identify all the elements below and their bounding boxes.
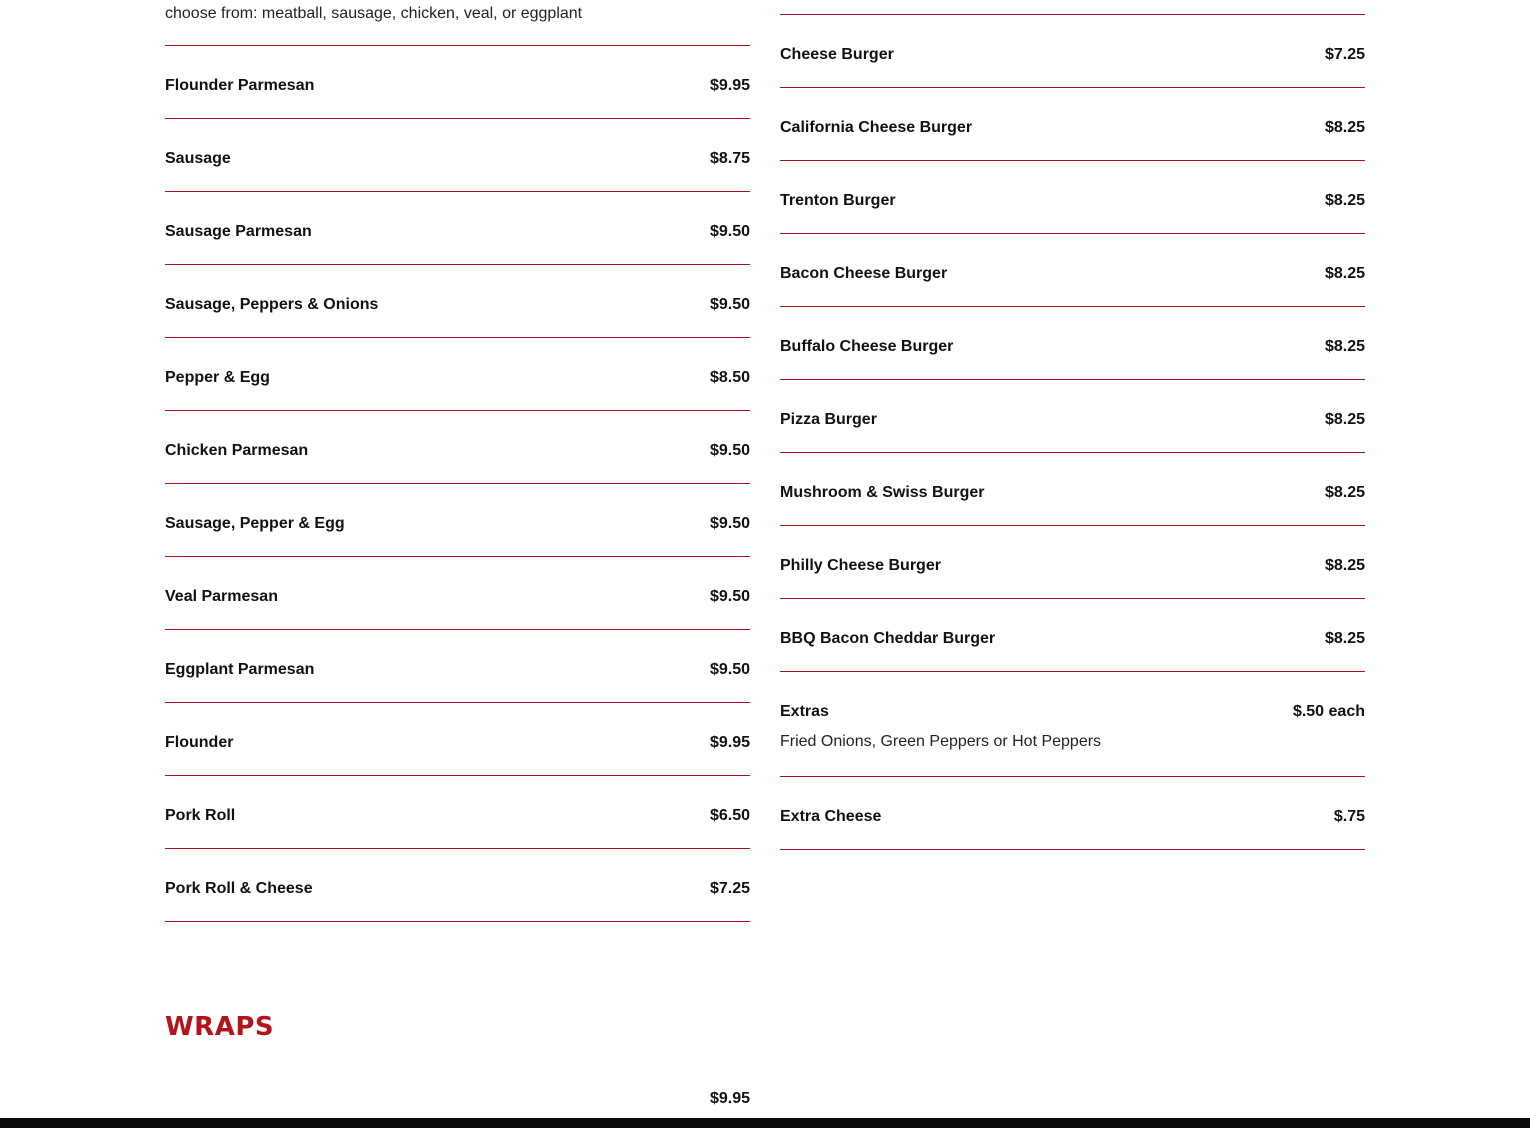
menu-item-price: $9.50 <box>709 588 750 605</box>
menu-item-price: $8.50 <box>709 369 750 386</box>
menu-item-california-cheese-burger <box>780 88 1365 161</box>
menu-item-eggplant-parmesan <box>165 630 750 703</box>
menu-item-sausage-parmesan <box>165 192 750 265</box>
menu-item-extras <box>780 672 1365 777</box>
subs-intro-description: choose from: meatball, sausage, chicken, veal, or eggplant <box>165 0 750 46</box>
menu-item-price: $8.25 <box>1324 192 1365 209</box>
menu-item-name: Sausage, Pepper & Egg <box>165 515 345 532</box>
menu-item-price: $8.75 <box>709 150 750 167</box>
menu-item-sausage-pepper-egg <box>165 484 750 557</box>
menu-item-price: $7.25 <box>709 880 750 897</box>
menu-item-price: $.75 <box>1333 808 1365 825</box>
menu-item-price: $8.25 <box>1324 630 1365 647</box>
menu-item-price: $9.50 <box>709 661 750 678</box>
menu-item-name: Mushroom & Swiss Burger <box>780 484 985 501</box>
menu-item-name: Sausage <box>165 150 231 167</box>
menu-item-name: Pizza Burger <box>780 411 877 428</box>
menu-item-name: Chicken Parmesan <box>165 442 309 459</box>
menu-item-name: Flounder <box>165 734 234 751</box>
menu-item-price: $9.50 <box>709 515 750 532</box>
menu-item-pepper-egg <box>165 338 750 411</box>
menu-item-name: Pork Roll <box>165 807 236 824</box>
menu-item-name: Veal Parmesan <box>165 588 278 605</box>
menu-item-price: $6.50 <box>709 807 750 824</box>
menu-item-name: Extra Cheese <box>780 808 882 825</box>
menu-item-veal-parmesan <box>165 557 750 630</box>
right-menu-column <box>780 0 1365 850</box>
menu-item-name: Cheese Burger <box>780 46 894 63</box>
divider <box>780 0 1365 15</box>
menu-item-name: Sausage, Peppers & Onions <box>165 296 379 313</box>
menu-item-cheese-burger <box>780 15 1365 88</box>
menu-item-price: $9.50 <box>709 296 750 313</box>
menu-item-price: $8.25 <box>1324 411 1365 428</box>
menu-item-price: $9.50 <box>709 223 750 240</box>
menu-item-name: Pepper & Egg <box>165 369 270 386</box>
menu-item-price: $9.50 <box>709 442 750 459</box>
menu-item-price: $9.95 <box>709 1090 750 1107</box>
menu-item-price: $8.25 <box>1324 265 1365 282</box>
menu-item-flounder-parmesan <box>165 46 750 119</box>
menu-item-price: $7.25 <box>1324 46 1365 63</box>
menu-item-name: Sausage Parmesan <box>165 223 312 240</box>
menu-item-price: $9.95 <box>709 77 750 94</box>
menu-item-name: Trenton Burger <box>780 192 896 209</box>
menu-item-name: Pork Roll & Cheese <box>165 880 313 897</box>
left-menu-column <box>165 0 750 922</box>
menu-item-description: Fried Onions, Green Peppers or Hot Peppers <box>780 733 1102 750</box>
menu-item-name: BBQ Bacon Cheddar Burger <box>780 630 996 647</box>
menu-item-philly-cheese-burger <box>780 526 1365 599</box>
menu-item-trenton-burger <box>780 161 1365 234</box>
menu-item-price: $8.25 <box>1324 338 1365 355</box>
menu-item-name: California Cheese Burger <box>780 119 973 136</box>
footer-bar <box>0 1118 1530 1128</box>
menu-item-price: $.50 each <box>1292 703 1365 720</box>
menu-item-bbq-bacon-cheddar-burger <box>780 599 1365 672</box>
menu-item-mushroom-swiss-burger <box>780 453 1365 526</box>
menu-item-price: $8.25 <box>1324 484 1365 501</box>
menu-item-name: Bacon Cheese Burger <box>780 265 948 282</box>
menu-item-name: Extras <box>780 703 829 720</box>
menu-item-bacon-cheese-burger <box>780 234 1365 307</box>
menu-item-buffalo-cheese-burger <box>780 307 1365 380</box>
menu-item-sausage <box>165 119 750 192</box>
menu-item-name: Flounder Parmesan <box>165 77 315 94</box>
menu-item-pork-roll-cheese <box>165 849 750 922</box>
section-title-wraps: WRAPS <box>165 1012 275 1042</box>
menu-item-chicken-parmesan <box>165 411 750 484</box>
menu-item-extra-cheese <box>780 777 1365 850</box>
menu-item-sausage-peppers-onions <box>165 265 750 338</box>
menu-item-price: $9.95 <box>709 734 750 751</box>
menu-item-price: $8.25 <box>1324 119 1365 136</box>
menu-item-price: $8.25 <box>1324 557 1365 574</box>
menu-item-pizza-burger <box>780 380 1365 453</box>
menu-item-name: Buffalo Cheese Burger <box>780 338 954 355</box>
menu-item-pork-roll <box>165 776 750 849</box>
menu-item-name: Philly Cheese Burger <box>780 557 941 574</box>
menu-item-flounder <box>165 703 750 776</box>
menu-item-name: Eggplant Parmesan <box>165 661 315 678</box>
